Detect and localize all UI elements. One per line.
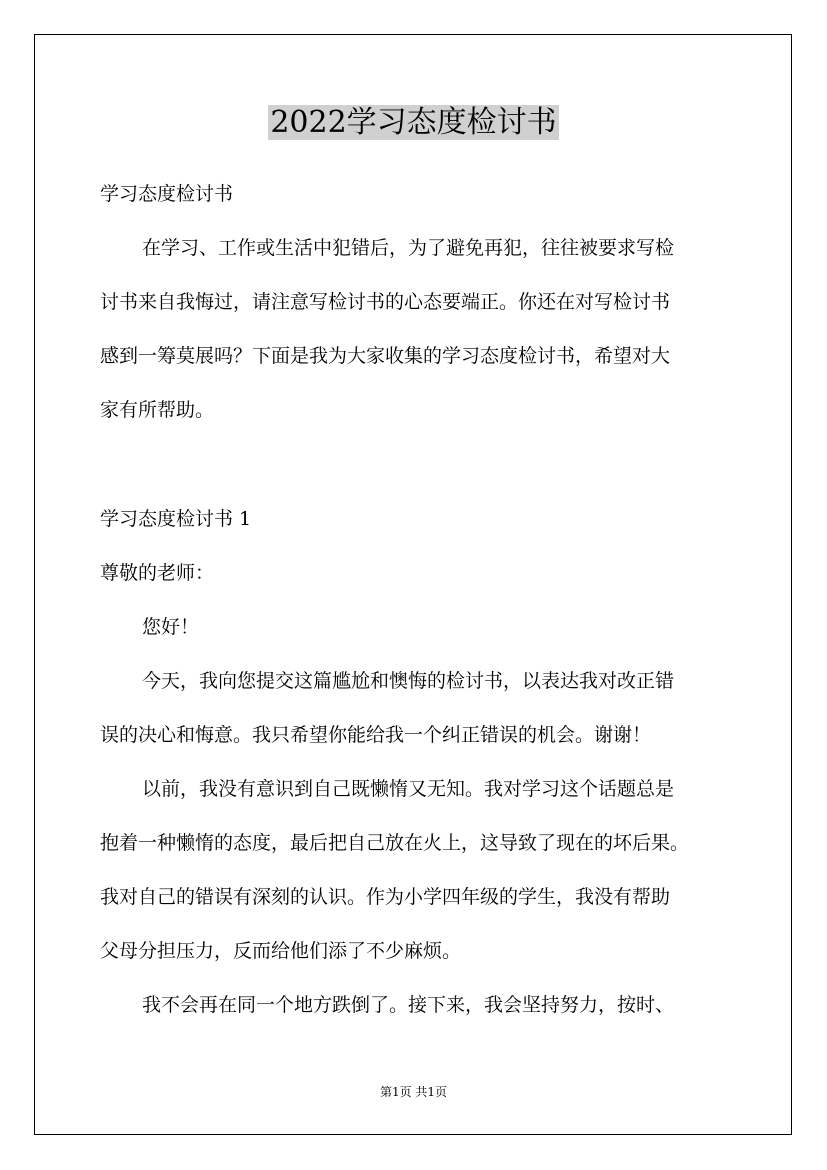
paragraph-line: 抱着一种懒惰的态度，最后把自己放在火上，这导致了现在的坏后果。	[100, 832, 690, 854]
document-title-container	[0, 104, 827, 142]
paragraph-line: 我不会再在同一个地方跌倒了。接下来，我会坚持努力，按时、	[142, 994, 675, 1016]
paragraph-line: 我对自己的错误有深刻的认识。作为小学四年级的学生，我没有帮助	[100, 886, 671, 908]
paragraph-line: 在学习、工作或生活中犯错后，为了避免再犯，往往被要求写检	[142, 237, 675, 259]
paragraph-line: 以前，我没有意识到自己既懒惰又无知。我对学习这个话题总是	[142, 778, 675, 800]
paragraph-line: 讨书来自我悔过，请注意写检讨书的心态要端正。你还在对写检讨书	[100, 291, 671, 313]
section-heading: 学习态度检讨书 1	[100, 508, 252, 530]
paragraph-line: 今天，我向您提交这篇尴尬和懊悔的检讨书，以表达我对改正错	[142, 670, 675, 692]
paragraph-line: 误的决心和悔意。我只希望你能给我一个纠正错误的机会。谢谢！	[100, 724, 652, 746]
page-footer: 第1页 共1页	[379, 1085, 448, 1099]
paragraph-line: 感到一筹莫展吗？下面是我为大家收集的学习态度检讨书，希望对大	[100, 345, 671, 367]
document-title: 2022学习态度检讨书	[270, 105, 557, 140]
paragraph-line: 家有所帮助。	[100, 399, 215, 421]
paragraph-line: 父母分担压力，反而给他们添了不少麻烦。	[100, 940, 462, 962]
salutation: 尊敬的老师：	[100, 562, 215, 584]
section-heading: 学习态度检讨书	[100, 183, 234, 205]
greeting: 您好！	[142, 616, 200, 638]
